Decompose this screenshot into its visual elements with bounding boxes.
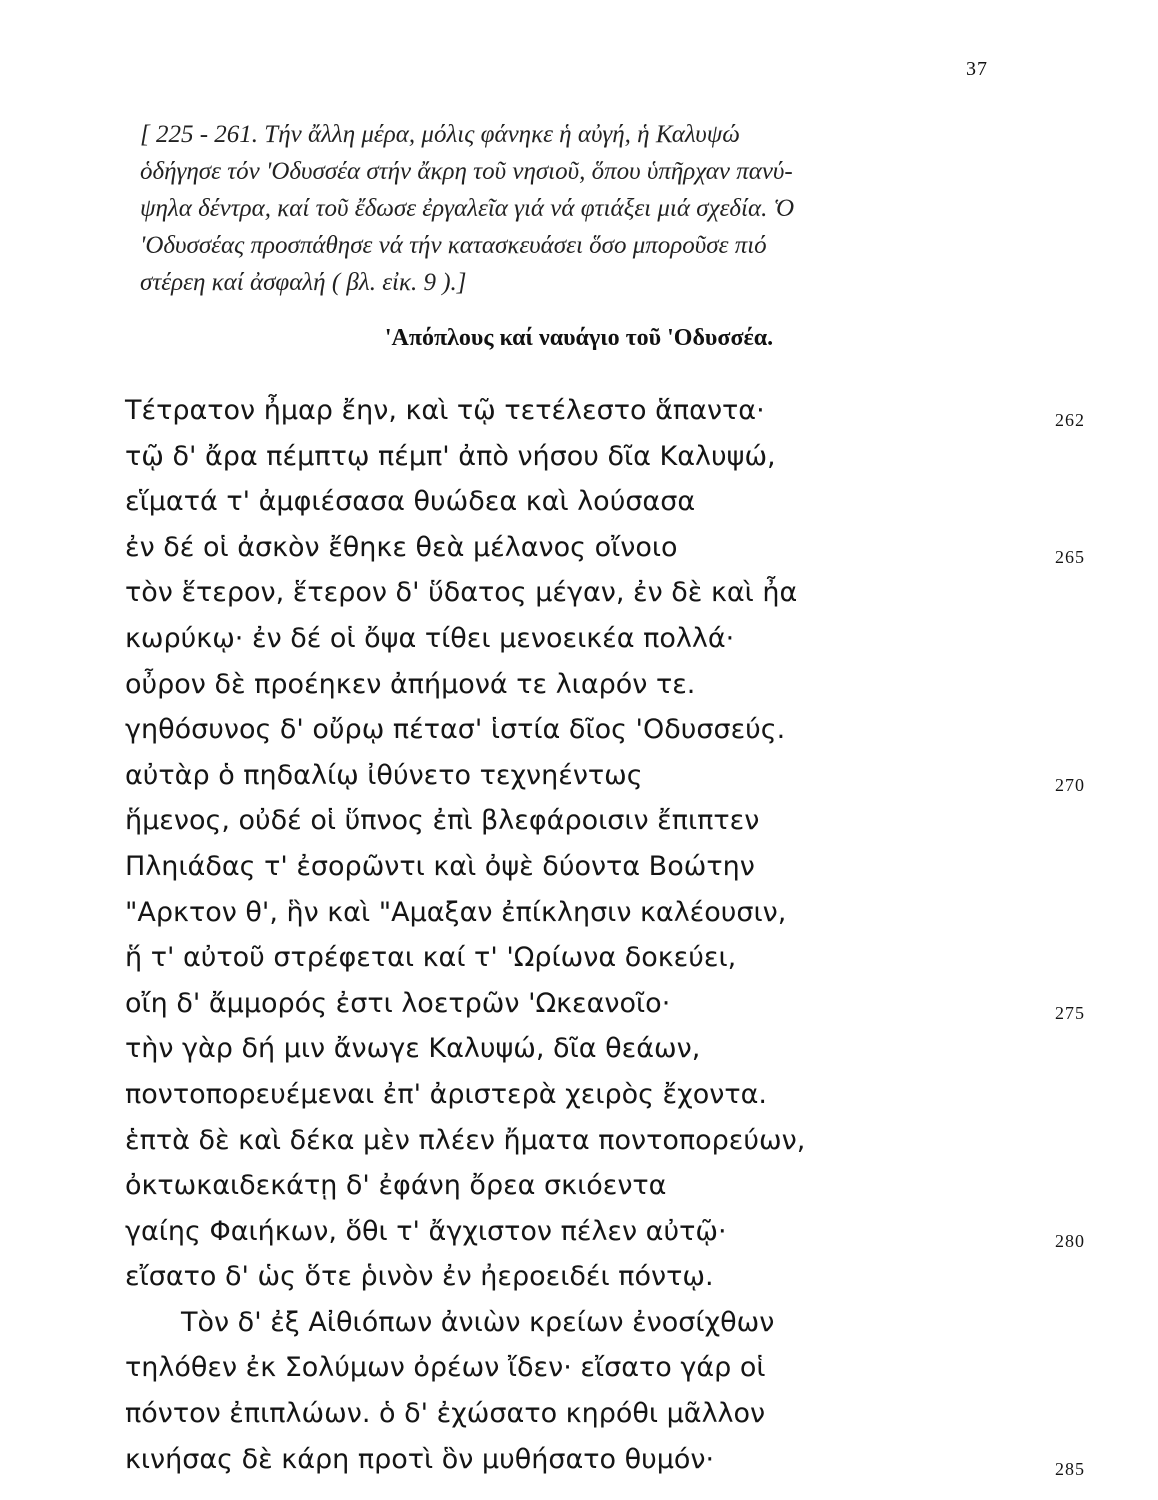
verse-line <box>125 479 985 525</box>
verse-text: εἴσατο δ' ὡς ὅτε ῥινὸν ἐν ἠεροειδέι πόντῳ. <box>125 1261 714 1293</box>
summary-line: στέρεη καί ἀσφαλή ( βλ. εἰκ. 9 ).] <box>140 269 467 296</box>
verse-text: τηλόθεν ἐκ Σολύμων ὀρέων ἴδεν· εἴσατο γάρ οἱ <box>125 1352 766 1384</box>
verse-line <box>125 753 1085 799</box>
verse-line <box>125 1391 985 1437</box>
summary-line: ὁδήγησε τόν 'Οδυσσέα στήν ἄκρη τοῦ νησιοῦ, ὅπου ὑπῆρχαν πανύ- <box>140 158 793 185</box>
verse-text: οὖρον δὲ προέηκεν ἀπήμονά τε λιαρόν τε. <box>125 668 696 700</box>
verse-text: "Αρκτον θ', ἣν καὶ "Αμαξαν ἐπίκλησιν καλέουσιν, <box>125 896 787 928</box>
verse-line <box>125 1437 1085 1483</box>
verse-line <box>125 1345 985 1391</box>
verse-line <box>125 798 985 844</box>
line-number: 262 <box>1055 410 1085 430</box>
verse-text: οἴη δ' ἄμμορός ἐστι λοετρῶν 'Ωκεανοῖο· <box>125 987 671 1019</box>
verse-line <box>125 1163 985 1209</box>
greek-verse-block <box>125 388 1085 1482</box>
verse-line <box>125 935 985 981</box>
verse-text: τὴν γὰρ δή μιν ἄνωγε Καλυψώ, δῖα θεάων, <box>125 1033 701 1065</box>
verse-text: Πληιάδας τ' ἐσορῶντι καὶ ὀψὲ δύοντα Βοώτην <box>125 850 755 882</box>
verse-line <box>125 1026 985 1072</box>
verse-text: κωρύκῳ· ἐν δέ οἱ ὄψα τίθει μενοεικέα πολλά· <box>125 622 735 654</box>
verse-text: Τέτρατον ἦμαρ ἔην, καὶ τῷ τετέλεστο ἅπαντα· <box>125 395 765 426</box>
verse-line <box>125 1118 985 1164</box>
summary-line: 'Οδυσσέας προσπάθησε νά τήν κατασκευάσει ὅσο μποροῦσε πιό <box>140 232 767 259</box>
line-number: 285 <box>1055 1458 1085 1479</box>
summary-paragraph <box>140 116 970 301</box>
verse-line <box>125 662 985 708</box>
line-number: 265 <box>1055 546 1085 567</box>
page-number: 37 <box>966 58 988 80</box>
verse-text: κινήσας δὲ κάρη προτὶ ὃν μυθήσατο θυμόν· <box>125 1443 715 1475</box>
verse-text: ἑπτὰ δὲ καὶ δέκα μὲν πλέεν ἤματα ποντοπορεύων, <box>125 1124 806 1156</box>
verse-text: ὀκτωκαιδεκάτῃ δ' ἐφάνη ὄρεα σκιόεντα <box>125 1170 667 1202</box>
verse-line <box>125 1300 985 1346</box>
verse-text: πόντον ἐπιπλώων. ὁ δ' ἐχώσατο κηρόθι μᾶλλον <box>125 1398 766 1430</box>
verse-text: γαίης Φαιήκων, ὅθι τ' ἄγχιστον πέλεν αὐτῷ· <box>125 1215 727 1247</box>
verse-line <box>125 616 985 662</box>
verse-text: αὐτὰρ ὁ πηδαλίῳ ἰθύνετο τεχνηέντως <box>125 759 643 791</box>
verse-line <box>125 388 1085 434</box>
line-number: 270 <box>1055 774 1085 795</box>
verse-text: εἵματά τ' ἀμφιέσασα θυώδεα καὶ λούσασα <box>125 486 696 518</box>
summary-line: ψηλα δέντρα, καί τοῦ ἔδωσε ἐργαλεῖα γιά νά φτιάξει μιά σχεδία. Ὁ <box>140 195 795 222</box>
line-number: 275 <box>1055 1002 1085 1023</box>
verse-text: τῷ δ' ἄρα πέμπτῳ πέμπ' ἀπὸ νήσου δῖα Καλυψώ, <box>125 440 776 472</box>
verse-line <box>125 1209 1085 1255</box>
verse-text: τὸν ἕτερον, ἕτερον δ' ὕδατος μέγαν, ἐν δὲ καὶ ἦα <box>125 577 798 609</box>
verse-line <box>125 1254 985 1300</box>
verse-line <box>125 844 985 890</box>
line-number: 280 <box>1055 1230 1085 1251</box>
verse-text: ἐν δέ οἱ ἀσκὸν ἔθηκε θεὰ μέλανος οἴνοιο <box>125 531 678 563</box>
summary-line: [ 225 - 261. Τήν ἄλλη μέρα, μόλις φάνηκε ἡ αὐγή, ἡ Καλυψώ <box>140 121 740 148</box>
verse-line <box>125 570 985 616</box>
verse-line <box>125 890 985 936</box>
verse-text: ἥ τ' αὐτοῦ στρέφεται καί τ' 'Ωρίωνα δοκεύει, <box>125 942 737 974</box>
verse-line <box>125 707 985 753</box>
verse-text: Τὸν δ' ἐξ Αἰθιόπων ἀνιὼν κρείων ἐνοσίχθων <box>181 1306 775 1338</box>
verse-line <box>125 1072 985 1118</box>
verse-text: ἥμενος, οὐδέ οἱ ὕπνος ἐπὶ βλεφάροισιν ἔπιπτεν <box>125 805 760 837</box>
verse-text: ποντοπορευέμεναι ἐπ' ἀριστερὰ χειρὸς ἔχοντα. <box>125 1078 767 1110</box>
verse-line <box>125 981 1085 1027</box>
verse-line <box>125 434 985 480</box>
section-heading: 'Απόπλους καί ναυάγιο τοῦ 'Οδυσσέα. <box>384 325 774 351</box>
verse-line <box>125 525 1085 571</box>
verse-text: γηθόσυνος δ' οὔρῳ πέτασ' ἱστία δῖος 'Οδυσσεύς. <box>125 714 786 746</box>
